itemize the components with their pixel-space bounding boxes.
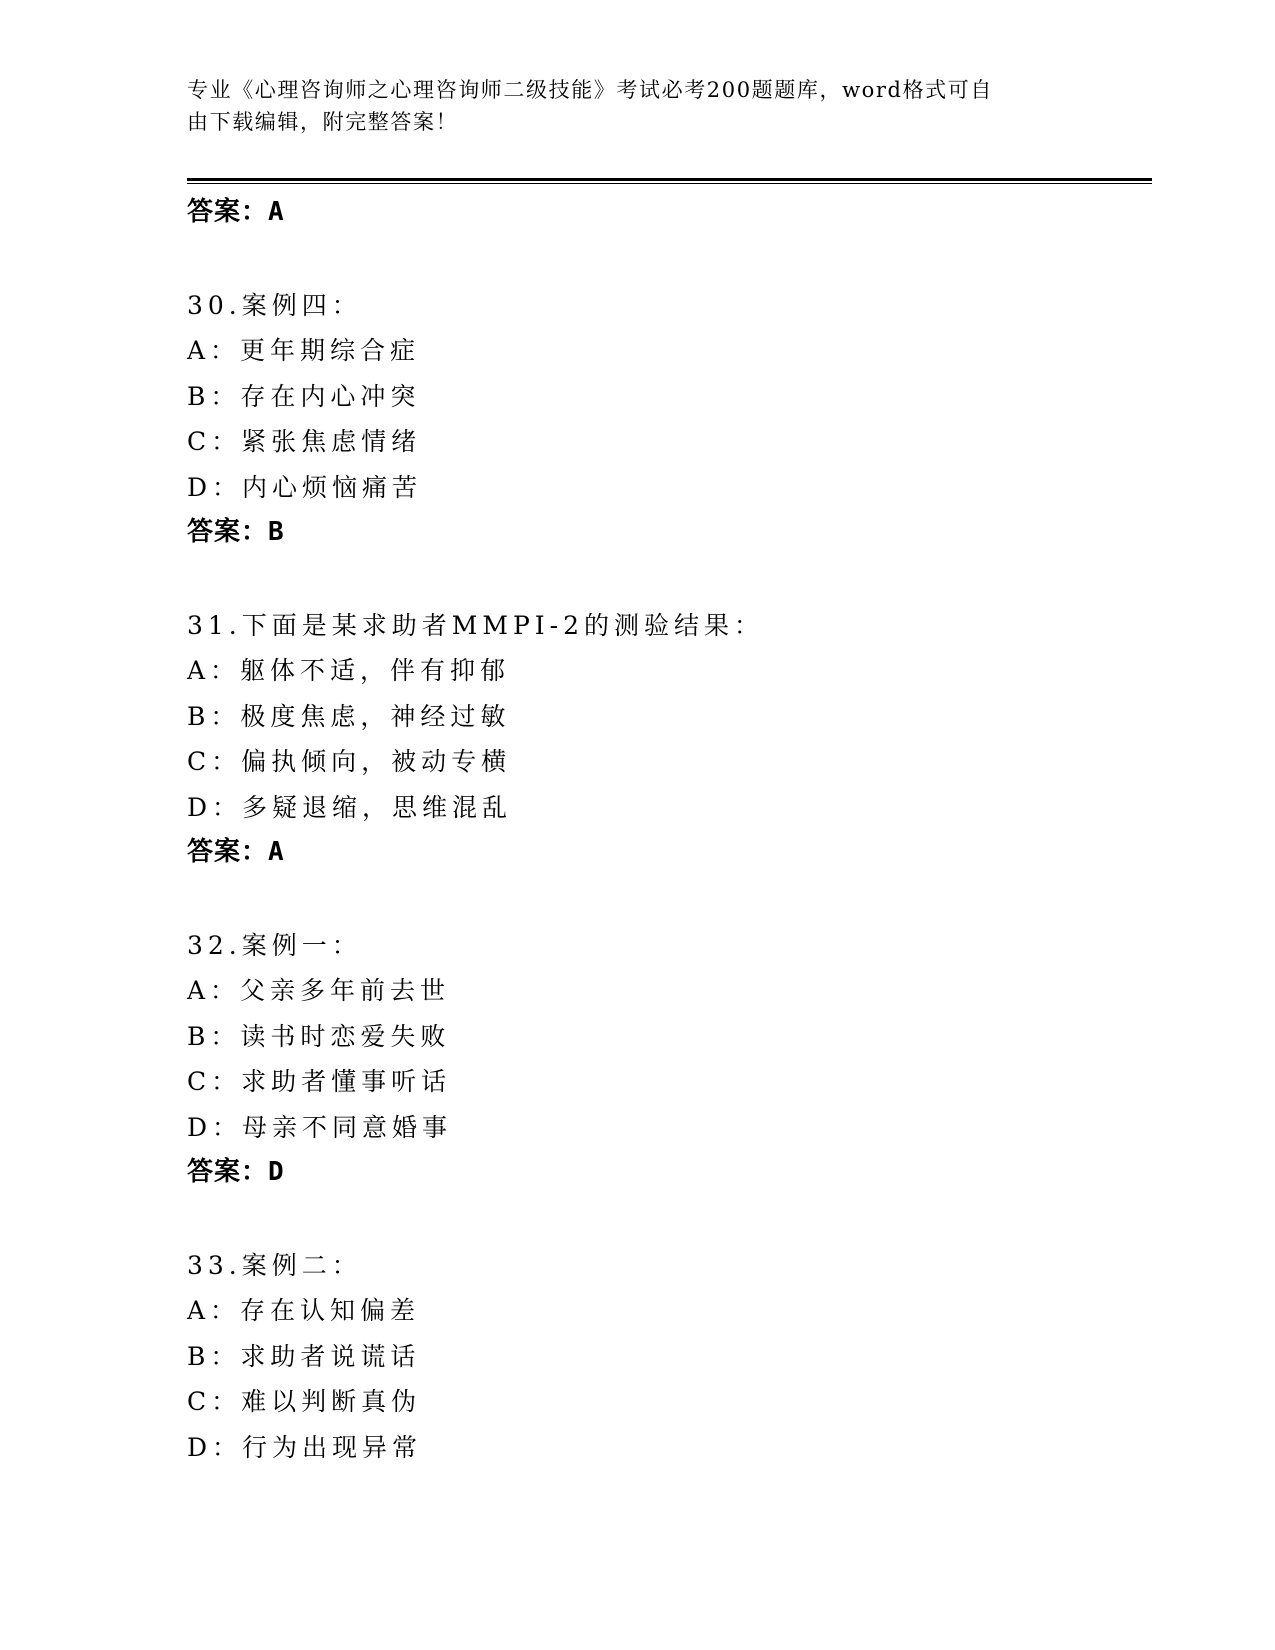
answer-line: 答案：D [187, 1157, 285, 1187]
option-c: C：紧张焦虑情绪 [187, 427, 422, 456]
spacer [187, 876, 1147, 923]
question-title: 32.案例一： [187, 930, 362, 960]
answer-line: 答案：A [187, 837, 285, 867]
option-c: C：求助者懂事听话 [187, 1067, 452, 1096]
option-d: D：内心烦恼痛苦 [187, 472, 423, 502]
option-a: A：存在认知偏差 [187, 1296, 421, 1325]
question-title: 31.下面是某求助者MMPI-2的测验结果： [187, 610, 765, 640]
option-b: B：读书时恋爱失败 [187, 1021, 451, 1051]
spacer [187, 1196, 1147, 1243]
option-a: A：父亲多年前去世 [187, 976, 451, 1005]
question-title: 30.案例四： [187, 290, 362, 320]
option-d: D：多疑退缩，思维混乱 [187, 792, 513, 822]
header-line-2: 由下载编辑，附完整答案！ [187, 110, 459, 134]
option-a: A：更年期综合症 [187, 336, 421, 365]
option-a: A：躯体不适，伴有抑郁 [187, 656, 511, 685]
spacer [187, 556, 1147, 603]
option-c: C：偏执倾向，被动专横 [187, 747, 512, 776]
answer-line: 答案：B [187, 517, 285, 547]
header-rule-thick [187, 178, 1152, 181]
option-d: D：行为出现异常 [187, 1432, 423, 1462]
question-list [187, 190, 1147, 1470]
option-b: B：求助者说谎话 [187, 1341, 421, 1371]
header-line-1: 专业《心理咨询师之心理咨询师二级技能》考试必考200题题库，word格式可自 [187, 78, 993, 102]
document-header [187, 74, 1067, 138]
option-c: C：难以判断真伪 [187, 1387, 422, 1416]
spacer [187, 236, 1147, 283]
header-rule-thin [187, 183, 1152, 184]
option-b: B：极度焦虑，神经过敏 [187, 701, 511, 731]
option-b: B：存在内心冲突 [187, 381, 421, 411]
option-d: D：母亲不同意婚事 [187, 1112, 453, 1142]
answer-line: 答案：A [187, 197, 285, 227]
question-title: 33.案例二： [187, 1250, 362, 1280]
